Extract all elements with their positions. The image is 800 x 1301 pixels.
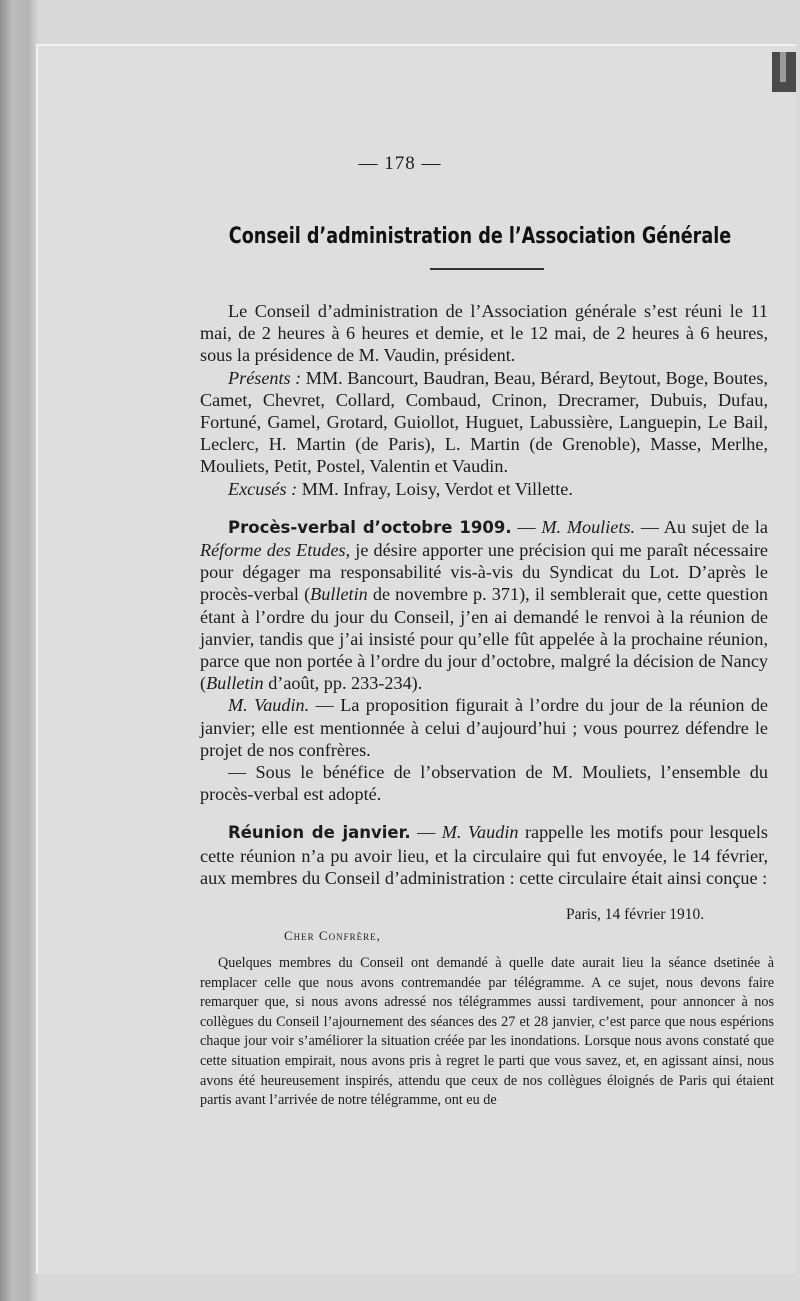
speaker-vaudin: M. Vaudin.	[228, 695, 310, 716]
text-fragment: — Au sujet de la	[635, 516, 768, 537]
page-number: — 178 —	[358, 153, 442, 174]
italic-bulletin: Bulletin	[206, 673, 264, 694]
text-fragment: d’août, pp. 233-234).	[263, 673, 423, 694]
section-proces-verbal	[200, 516, 768, 695]
vaudin-reply	[200, 694, 768, 761]
intro-text: Le Conseil d’administration de l’Association générale s’est réuni le 11 mai, de 2 heures à 6 heures et demie, et le 12 mai, de 2 heures à 6 heures, sous la présidence de M. Vaudin, président.	[200, 301, 768, 366]
section-heading-proces-verbal: Procès-verbal d’octobre 1909.	[228, 517, 512, 537]
speaker-vaudin: M. Vaudin	[441, 822, 519, 843]
letter-paragraph: Quelques membres du Conseil ont demandé à quelle date aurait lieu la séance dsetinée à remplacer celle que nous avons contremandée par télégramme. A ce sujet, nous devons faire remarquer que, si nous avons adressé nos télégrammes aussi tardivement, pour annoncer à nos collègues du Conseil l’ajournement des séances des 27 et 28 janvier, c’est parce que nous espérions chaque jour voir s’améliorer la situation créée par les inondations. Lorsque nous avons constaté que cette situation empirait, nous avons pris à regret le parti que vous savez, et, en agissant ainsi, nous avons été heureusement inspirés, attendu que ceux de nos collègues éloignés de Paris qui étaient partis avant l’arrivée de notre télégramme, ont eu de	[200, 955, 774, 1109]
text-fragment: de novembre p. 371), il semblerait que, cette question étant à l’ordre du jour du Conseil, j’en ai demandé le renvoi à la réunion de janvier, tandis que j’ai insisté pour qu’elle fût appelée à la prochaine réunion, parce que non portée à l’ordre du jour d’octobre, malgré la décision de Nancy (	[200, 584, 768, 694]
excuses-label: Excusés :	[228, 478, 298, 499]
italic-bulletin: Bulletin	[310, 584, 368, 605]
binding-tab-edge	[780, 52, 786, 82]
excuses-list: MM. Infray, Loisy, Verdot et Villette.	[297, 478, 573, 499]
adoption-note	[200, 761, 768, 805]
excuses-paragraph	[200, 478, 768, 500]
text-fragment: , je désire apporter une précision qui me paraît nécessaire pour dégager ma responsabilité vis-à-vis du Syndicat du Lot. D’après le procès-verbal (	[200, 540, 769, 605]
page-title: Conseil d’administration de l’Association Générale	[228, 224, 732, 249]
dash: —	[511, 516, 542, 537]
text-fragment: — La proposition figurait à l’ordre du jour de la réunion de janvier; elle est mentionnée à celui d’aujourd’hui ; vous pourrez défendre le projet de nos confrères.	[200, 695, 768, 760]
letter-salutation: Cher Confrère,	[284, 928, 381, 943]
title-underline	[430, 268, 544, 270]
letter-date: Paris, 14 février 1910.	[566, 906, 705, 923]
italic-reforme: Réforme des Etudes	[200, 540, 346, 561]
main-text	[200, 300, 768, 889]
presents-list: MM. Bancourt, Baudran, Beau, Bérard, Beytout, Boge, Boutes, Camet, Chevret, Collard, Combaud, Crinon, Drecramer, Dubuis, Dufau, Fortuné, Gamel, Grotard, Guiollot, Huguet, Labussière, Languepin, Le Bail, Leclerc, H. Martin (de Paris), L. Martin (de Grenoble), Masse, Merlhe, Mouliets, Petit, Postel, Valentin et Vaudin.	[200, 367, 768, 477]
section-reunion-janvier	[200, 821, 768, 889]
presents-paragraph	[200, 367, 768, 478]
section-heading-reunion: Réunion de janvier.	[228, 823, 411, 843]
presents-label: Présents :	[228, 367, 302, 388]
dash: —	[410, 822, 442, 843]
text-fragment: — Sous le bénéfice de l’observation de M. Mouliets, l’ensemble du procès-verbal est adopté.	[200, 762, 768, 805]
speaker-mouliets: M. Mouliets.	[541, 516, 636, 537]
spacer	[200, 500, 768, 516]
intro-paragraph	[200, 300, 768, 367]
text-fragment: rappelle les motifs pour lesquels cette réunion n’a pu avoir lieu, et la circulaire qui fut envoyée, le 14 février, aux membres du Conseil d’administration : cette circulaire était ainsi conçue :	[200, 822, 768, 888]
spacer	[200, 805, 768, 821]
letter-body	[200, 954, 774, 1111]
